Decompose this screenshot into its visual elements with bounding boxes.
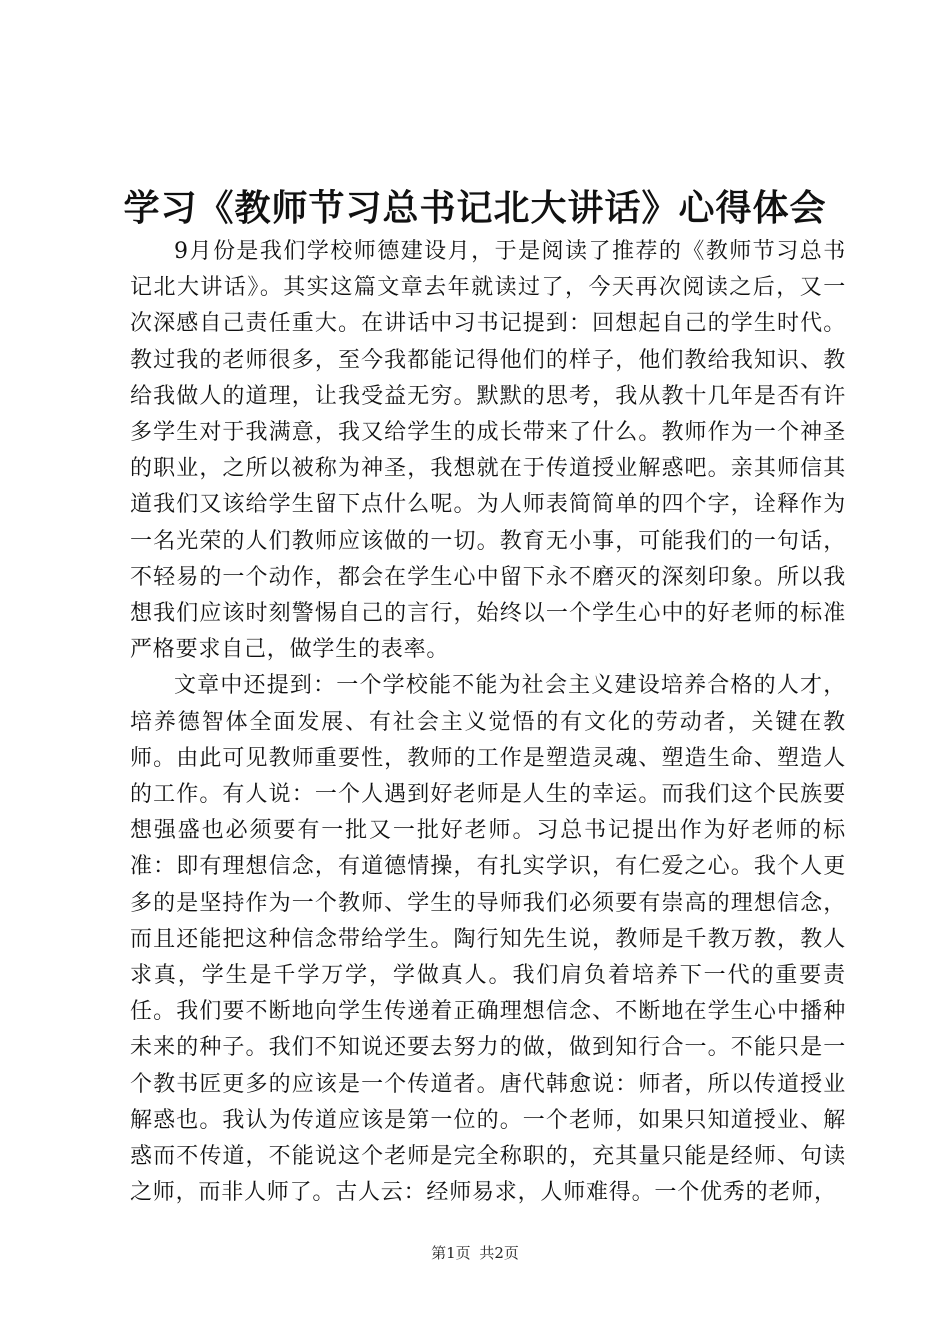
- page-number-total: 共2页: [479, 1244, 519, 1262]
- paragraph-1: 9月份是我们学校师德建设月，于是阅读了推荐的《教师节习总书记北大讲话》。其实这篇文章去年就读过了，今天再次阅读之后，又一次深感自己责任重大。在讲话中习书记提到：回想起自己的学生时代。教过我的老师很多，至今我都能记得他们的样子，他们教给我知识、教给我做人的道理，让我受益无穷。默默的思考，我从教十几年是否有许多学生对于我满意，我又给学生的成长带来了什么。教师作为一个神圣的职业，之所以被称为神圣，我想就在于传道授业解惑吧。亲其师信其道我们又该给学生留下点什么呢。为人师表简简单的四个字，诠释作为一名光荣的人们教师应该做的一切。教育无小事，可能我们的一句话，不轻易的一个动作，都会在学生心中留下永不磨灭的深刻印象。所以我想我们应该时刻警惕自己的言行，始终以一个学生心中的好老师的标准严格要求自己，做学生的表率。: [130, 239, 846, 663]
- page-number-current: 第1页: [431, 1244, 471, 1262]
- document-body: [130, 234, 846, 1211]
- document-title: 学习《教师节习总书记北大讲话》心得体会: [123, 187, 827, 229]
- page-footer: [0, 1243, 950, 1263]
- paragraph-2: 文章中还提到：一个学校能不能为社会主义建设培养合格的人才，培养德智体全面发展、有社会主义觉悟的有文化的劳动者，关键在教师。由此可见教师重要性，教师的工作是塑造灵魂、塑造生命、塑造人的工作。有人说：一个人遇到好老师是人生的幸运。而我们这个民族要想强盛也必须要有一批又一批好老师。习总书记提出作为好老师的标准：即有理想信念，有道德情操，有扎实学识，有仁爱之心。我个人更多的是坚持作为一个教师、学生的导师我们必须要有崇高的理想信念，而且还能把这种信念带给学生。陶行知先生说，教师是千教万教，教人求真，学生是千学万学，学做真人。我们肩负着培养下一代的重要责任。我们要不断地向学生传递着正确理想信念、不断地在学生心中播种未来的种子。我们不知说还要去努力的做，做到知行合一。不能只是一个教书匠更多的应该是一个传道者。唐代韩愈说：师者，所以传道授业解惑也。我认为传道应该是第一位的。一个老师，如果只知道授业、解惑而不传道，不能说这个老师是完全称职的，充其量只能是经师、句读之师，而非人师了。古人云：经师易求，人师难得。一个优秀的老师，: [130, 673, 846, 1206]
